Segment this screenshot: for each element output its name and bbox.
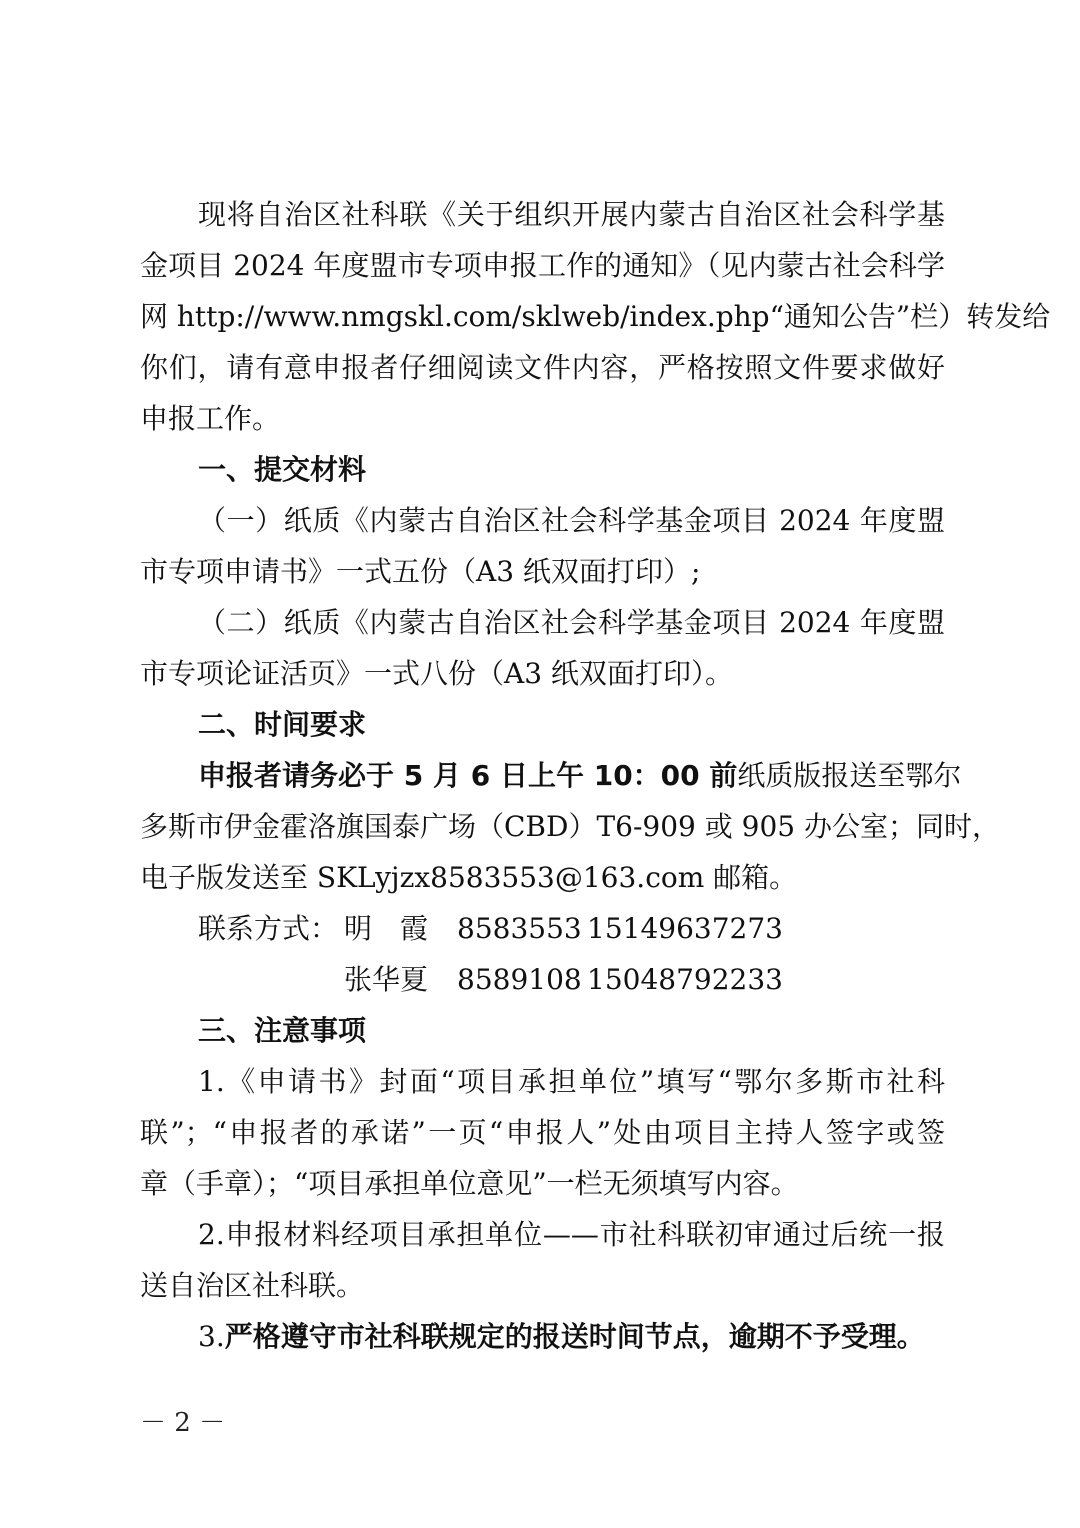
notice-item-2-line-1: 2.申报材料经项目承担单位——市社科联初审通过后统一报	[198, 1218, 945, 1251]
contact-row-2	[198, 963, 945, 999]
section-1-heading: 一、提交材料	[198, 453, 367, 486]
contact-name: 明 霞	[344, 912, 429, 945]
notice-item-3-text: 严格遵守市社科联规定的报送时间节点，逾期不予受理。	[224, 1320, 925, 1353]
contact-phone: 8583553	[457, 912, 582, 945]
contact-row-1	[198, 912, 945, 948]
notice-item-1-line-2: 联”；“申报者的承诺”一页“申报人”处由项目主持人签字或签	[140, 1116, 945, 1149]
intro-line-1: 现将自治区社科联《关于组织开展内蒙古自治区社会科学基	[198, 198, 945, 231]
contact-label: 联系方式：	[198, 912, 339, 945]
notice-item-3-number: 3.	[198, 1320, 225, 1353]
notice-item-2-line-2: 送自治区社科联。	[140, 1269, 365, 1302]
intro-line-5: 申报工作。	[140, 402, 281, 435]
section-3-heading: 三、注意事项	[198, 1014, 367, 1047]
notice-item-3	[198, 1320, 945, 1356]
page-number: － 2 －	[140, 1408, 226, 1438]
notice-item-1-line-3: 章（手章）；“项目承担单位意见”一栏无须填写内容。	[140, 1167, 799, 1200]
deadline-line-2: 多斯市伊金霍洛旗国泰广场（CBD）T6-909 或 905 办公室；同时，	[140, 810, 1000, 843]
deadline-rest: 纸质版报送至鄂尔	[737, 759, 962, 792]
section-1-item-2-line-1: （二）纸质《内蒙古自治区社会科学基金项目 2024 年度盟	[198, 606, 945, 639]
intro-line-4: 你们，请有意申报者仔细阅读文件内容，严格按照文件要求做好	[140, 351, 945, 384]
contact-mobile: 15048792233	[587, 963, 783, 996]
deadline-line-3: 电子版发送至 SKLyjzx8583553@163.com 邮箱。	[140, 861, 798, 894]
intro-line-3: 网 http://www.nmgskl.com/sklweb/index.php“通知公告”栏）转发给	[140, 300, 1051, 333]
section-1-item-1-line-1: （一）纸质《内蒙古自治区社会科学基金项目 2024 年度盟	[198, 504, 945, 537]
notice-item-1-line-1: 1.《申请书》封面“项目承担单位”填写“鄂尔多斯市社科	[198, 1065, 945, 1098]
deadline-line-1	[198, 759, 962, 795]
deadline-emphasis: 申报者请务必于 5 月 6 日上午 10：00 前	[198, 759, 738, 792]
contact-name: 张华夏	[344, 963, 429, 996]
contact-phone: 8589108	[457, 963, 582, 996]
intro-line-2: 金项目 2024 年度盟市专项申报工作的通知》（见内蒙古社会科学	[140, 249, 945, 282]
section-1-item-2-line-2: 市专项论证活页》一式八份（A3 纸双面打印）。	[140, 657, 733, 690]
contact-mobile: 15149637273	[587, 912, 783, 945]
section-1-item-1-line-2: 市专项申请书》一式五份（A3 纸双面打印）;	[140, 555, 701, 588]
section-2-heading: 二、时间要求	[198, 708, 367, 741]
